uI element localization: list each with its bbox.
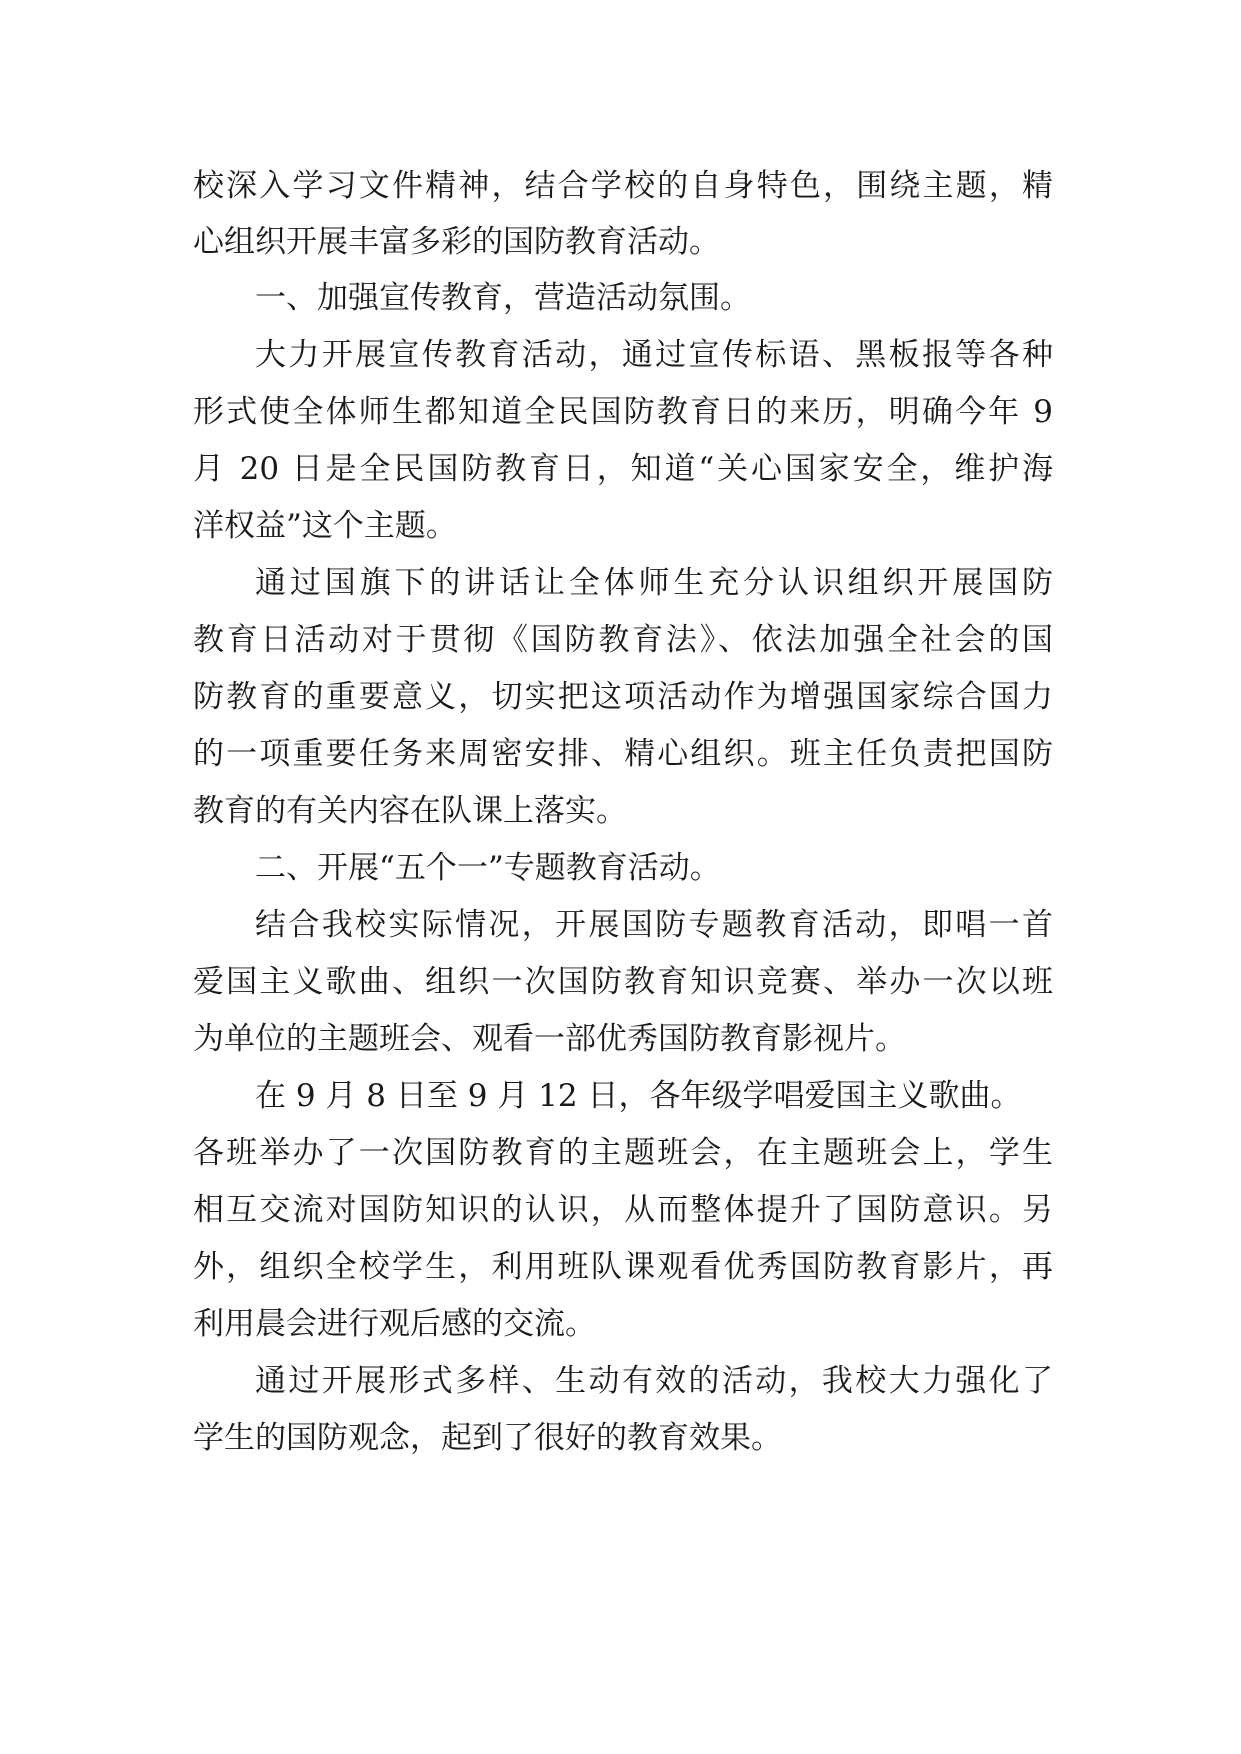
text-line: 洋权益”这个主题。 — [193, 508, 457, 544]
text-line: 学生的国防观念，起到了很好的教育效果。 — [193, 1420, 782, 1456]
text-line: 教育的有关内容在队课上落实。 — [193, 793, 627, 829]
text-line: 利用晨会进行观后感的交流。 — [193, 1306, 596, 1342]
text-line: 校深入学习文件精神，结合学校的自身特色，围绕主题，精 — [193, 168, 1053, 204]
text-line: 形式使全体师生都知道全民国防教育日的来历，明确今年 9 — [193, 394, 1053, 430]
text-line: 教育日活动对于贯彻《国防教育法》、依法加强全社会的国 — [193, 622, 1053, 658]
text-line: 通过开展形式多样、生动有效的活动，我校大力强化了 — [255, 1363, 1053, 1399]
text-line: 防教育的重要意义，切实把这项活动作为增强国家综合国力 — [193, 679, 1053, 715]
text-line: 各班举办了一次国防教育的主题班会，在主题班会上，学生 — [193, 1135, 1053, 1171]
text-line: 大力开展宣传教育活动，通过宣传标语、黑板报等各种 — [255, 337, 1053, 373]
text-line: 结合我校实际情况，开展国防专题教育活动，即唱一首 — [255, 907, 1053, 943]
text-line: 为单位的主题班会、观看一部优秀国防教育影视片。 — [193, 1021, 906, 1057]
text-line: 爱国主义歌曲、组织一次国防教育知识竞赛、举办一次以班 — [193, 964, 1053, 1000]
text-line: 的一项重要任务来周密安排、精心组织。班主任负责把国防 — [193, 736, 1053, 772]
text-line: 外，组织全校学生，利用班队课观看优秀国防教育影片，再 — [193, 1249, 1053, 1285]
section-heading: 二、开展“五个一”专题教育活动。 — [255, 850, 721, 886]
text-line: 月 20 日是全民国防教育日，知道“关心国家安全，维护海 — [193, 451, 1053, 487]
text-line: 相互交流对国防知识的认识，从而整体提升了国防意识。另 — [193, 1192, 1053, 1228]
text-line: 心组织开展丰富多彩的国防教育活动。 — [193, 224, 720, 260]
section-heading: 一、加强宣传教育，营造活动氛围。 — [255, 280, 751, 316]
text-line: 在 9 月 8 日至 9 月 12 日，各年级学唱爱国主义歌曲。 — [255, 1078, 1022, 1114]
text-line: 通过国旗下的讲话让全体师生充分认识组织开展国防 — [255, 565, 1053, 601]
